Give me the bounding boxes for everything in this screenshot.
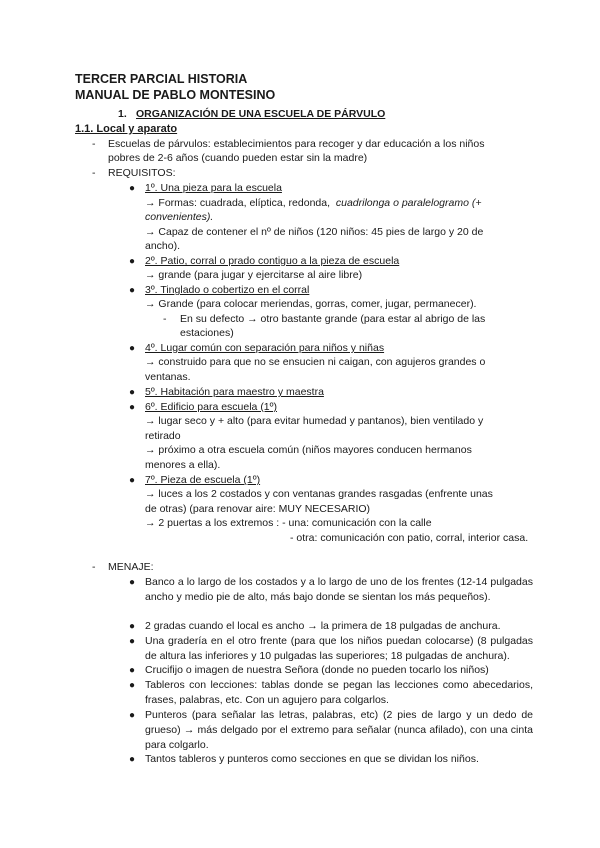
menaje-item: Banco a lo largo de los costados y a lo largo de uno de los frentes (12-14 pulgadas ancho y medio pie de alto, más bajo donde se sientan los más pequeños). xyxy=(145,576,533,604)
requisito-7-line: → 2 puertas a los extremos : - una: comunicación con la calle xyxy=(145,517,432,529)
requisito-2-title: 2º. Patio, corral o prado contiguo a la pieza de escuela xyxy=(145,255,400,267)
bullet-icon: ● xyxy=(129,475,136,486)
requisitos-label: REQUISITOS: xyxy=(108,167,176,179)
list-dash: - xyxy=(92,561,96,573)
menaje-item: Tantos tableros y punteros como secciones en que se dividan los niños. xyxy=(145,753,479,765)
requisito-7-line: → luces a los 2 costados y con ventanas grandes rasgadas (enfrente unas xyxy=(145,488,493,500)
menaje-item: Crucifijo o imagen de nuestra Señora (donde no pueden tocarlo los niños) xyxy=(145,664,489,676)
requisito-6-title: 6º. Edificio para escuela (1º) xyxy=(145,401,277,413)
bullet-icon: ● xyxy=(129,285,136,296)
requisito-4-line: ventanas. xyxy=(145,371,191,383)
bullet-icon: ● xyxy=(129,754,136,765)
bullet-icon: ● xyxy=(129,577,136,588)
subsection-heading: 1.1. Local y aparato xyxy=(75,123,178,135)
menaje-item: Punteros (para señalar las letras, palabras, etc) (2 pies de largo y un dedo de grueso) → más delgado por el extremo para señalar (nunca afilado), con una cinta para colgarlo. xyxy=(145,709,533,752)
definition-line-2: pobres de 2-6 años (cuando pueden estar sin la madre) xyxy=(108,152,368,164)
requisito-1-line: → Capaz de contener el nº de niños (120 niños: 45 pies de largo y 20 de xyxy=(145,226,484,238)
menaje-item: 2 gradas cuando el local es ancho → la primera de 18 pulgadas de anchura. xyxy=(145,620,501,632)
list-dash: - xyxy=(92,167,96,179)
requisito-1-line: → Formas: cuadrada, elíptica, redonda, cuadrilonga o paralelogramo (+ xyxy=(145,197,482,209)
requisito-6-line: retirado xyxy=(145,430,181,442)
bullet-icon: ● xyxy=(129,636,136,647)
requisito-2-line: → grande (para jugar y ejercitarse al aire libre) xyxy=(145,269,363,281)
doc-title: TERCER PARCIAL HISTORIA xyxy=(75,72,248,86)
requisito-3-subline: En su defecto → otro bastante grande (para estar al abrigo de las xyxy=(180,313,486,325)
definition-line-1: Escuelas de párvulos: establecimientos para recoger y dar educación a los niños xyxy=(108,138,485,150)
requisito-1-line: ancho). xyxy=(145,240,181,252)
requisito-3-line: → Grande (para colocar meriendas, gorras, comer, jugar, permanecer). xyxy=(145,298,477,310)
bullet-icon: ● xyxy=(129,621,136,632)
requisito-4-title: 4º. Lugar común con separación para niños y niñas xyxy=(145,342,385,354)
requisito-4-line: → construido para que no se ensucien ni caigan, con agujeros grandes o xyxy=(145,356,486,368)
bullet-icon: ● xyxy=(129,710,136,721)
requisito-1-line: convenientes). xyxy=(145,211,214,223)
list-dash: - xyxy=(92,138,96,150)
section-number: 1. xyxy=(118,108,127,120)
requisito-3-title: 3º. Tinglado o cobertizo en el corral xyxy=(145,284,310,296)
requisito-3-subline: estaciones) xyxy=(180,327,234,339)
bullet-icon: ● xyxy=(129,183,136,194)
requisito-5-title: 5º. Habitación para maestro y maestra xyxy=(145,386,324,398)
bullet-icon: ● xyxy=(129,343,136,354)
bullet-icon: ● xyxy=(129,680,136,691)
menaje-label: MENAJE: xyxy=(108,561,154,573)
requisito-6-line: menores a ella). xyxy=(145,459,221,471)
requisito-7-line: de otras) (para renovar aire: MUY NECESARIO) xyxy=(145,503,371,515)
menaje-item: Una gradería en el otro frente (para que los niños puedan colocarse) (8 pulgadas de altura las inferiores y 10 pulgadas las superiores; 18 pulgadas de anchura). xyxy=(145,635,533,663)
menaje-item: Tableros con lecciones: tablas donde se pegan las lecciones como abecedarios, frases, palabras, etc. Con un agujero para colgarlos. xyxy=(145,679,533,707)
requisito-6-line: → próximo a otra escuela común (niños mayores conducen hermanos xyxy=(145,444,472,456)
sub-dash: - xyxy=(163,313,167,325)
requisito-7-title: 7º. Pieza de escuela (1º) xyxy=(145,474,261,486)
requisito-1-title: 1º. Una pieza para la escuela xyxy=(145,182,282,194)
doc-subtitle: MANUAL DE PABLO MONTESINO xyxy=(75,88,276,102)
bullet-icon: ● xyxy=(129,402,136,413)
requisito-7-line: - otra: comunicación con patio, corral, interior casa. xyxy=(290,532,529,544)
section-heading: ORGANIZACIÓN DE UNA ESCUELA DE PÁRVULO xyxy=(136,108,386,120)
bullet-icon: ● xyxy=(129,665,136,676)
bullet-icon: ● xyxy=(129,256,136,267)
bullet-icon: ● xyxy=(129,387,136,398)
requisito-6-line: → lugar seco y + alto (para evitar humedad y pantanos), bien ventilado y xyxy=(145,415,484,427)
